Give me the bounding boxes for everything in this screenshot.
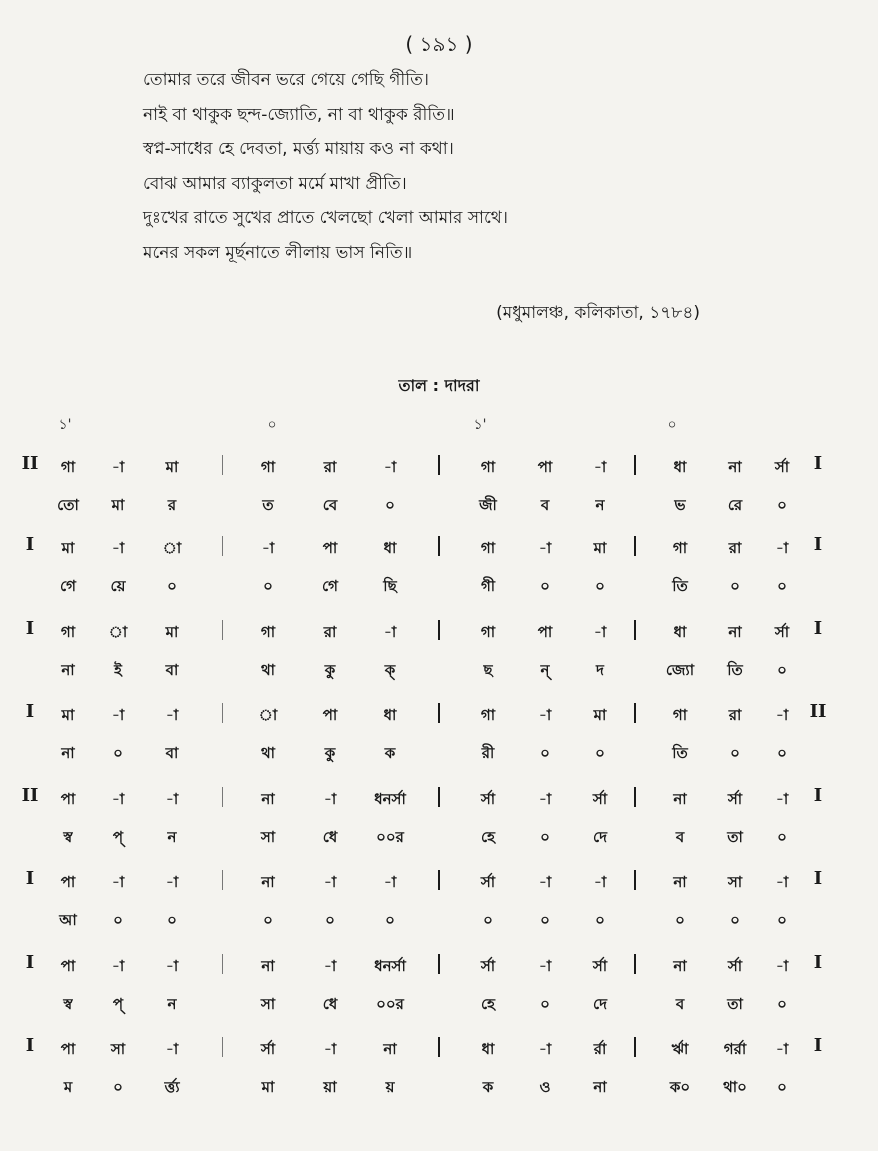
sahitya-syllable: থা bbox=[260, 744, 276, 762]
swara-note: মা bbox=[593, 706, 607, 724]
sahitya-syllable: ০ bbox=[595, 744, 605, 762]
sahitya-syllable: বা bbox=[165, 744, 179, 762]
swara-note: র্সা bbox=[774, 458, 790, 476]
sahitya-syllable: জী bbox=[479, 496, 497, 514]
sahitya-syllable: ০ bbox=[595, 577, 605, 595]
sahitya-syllable: ০ bbox=[540, 828, 550, 846]
swara-note: মা bbox=[593, 539, 607, 557]
swara-note: গা bbox=[672, 706, 688, 724]
swara-note: পা bbox=[537, 458, 553, 476]
swara-note: পা bbox=[322, 706, 338, 724]
swara-note: ধা bbox=[673, 458, 687, 476]
swara-note: র্রা bbox=[593, 1040, 607, 1058]
swara-note: গা bbox=[260, 623, 276, 641]
bar-line bbox=[634, 536, 636, 556]
sahitya-syllable: ০ bbox=[777, 496, 787, 514]
sahitya-syllable: তো bbox=[57, 496, 79, 514]
row-end-bar: I bbox=[813, 1035, 823, 1056]
bar-line bbox=[438, 536, 440, 556]
bar-line bbox=[634, 703, 636, 723]
sahitya-syllable: ০ bbox=[113, 1078, 123, 1096]
bar-line bbox=[634, 954, 636, 974]
sahitya-syllable: ক bbox=[482, 1078, 494, 1096]
swara-note: -া bbox=[775, 706, 789, 724]
swara-note: র্সা bbox=[260, 1040, 276, 1058]
swara-note: ধনর্সা bbox=[374, 790, 406, 808]
swara-note: পা bbox=[537, 623, 553, 641]
swara-note: সা bbox=[727, 873, 743, 891]
swara-note: র্সা bbox=[727, 957, 743, 975]
page-number: ( ১৯১ ) bbox=[405, 32, 473, 56]
swara-note: পা bbox=[60, 790, 76, 808]
sahitya-syllable: ০ bbox=[113, 911, 123, 929]
swara-note: পা bbox=[60, 1040, 76, 1058]
swara-note: র্সা bbox=[480, 957, 496, 975]
row-end-bar: I bbox=[813, 868, 823, 889]
bar-line bbox=[222, 620, 223, 640]
row-end-bar: I bbox=[813, 618, 823, 639]
bar-line bbox=[438, 1037, 440, 1057]
swara-note: -া bbox=[323, 790, 337, 808]
sahitya-syllable: ম bbox=[63, 1078, 73, 1096]
sahitya-syllable: ক bbox=[384, 744, 396, 762]
sahitya-syllable: গে bbox=[60, 577, 76, 595]
sahitya-syllable: ০ bbox=[540, 577, 550, 595]
bar-line bbox=[222, 703, 223, 723]
swara-note: -া bbox=[323, 873, 337, 891]
row-start-bar: I bbox=[25, 952, 35, 973]
sahitya-syllable: ০ bbox=[675, 911, 685, 929]
sahitya-syllable: ০ bbox=[730, 911, 740, 929]
sahitya-syllable: ন bbox=[595, 496, 605, 514]
swara-note: া bbox=[162, 539, 182, 557]
swara-note: -া bbox=[383, 623, 397, 641]
swara-note: সা bbox=[110, 1040, 126, 1058]
swara-note: া bbox=[108, 623, 128, 641]
swara-note: ধা bbox=[383, 539, 397, 557]
row-start-bar: II bbox=[21, 785, 39, 806]
bar-line bbox=[222, 954, 223, 974]
sahitya-syllable: স্ব bbox=[63, 995, 73, 1013]
sahitya-syllable: তা bbox=[727, 995, 743, 1013]
swara-note: -া bbox=[538, 790, 552, 808]
sahitya-syllable: ০ bbox=[730, 577, 740, 595]
sahitya-syllable: ০ bbox=[777, 577, 787, 595]
row-start-bar: I bbox=[25, 868, 35, 889]
sahitya-syllable: ধে bbox=[322, 828, 338, 846]
sahitya-syllable: ন bbox=[167, 995, 177, 1013]
tala-marker: ০ bbox=[267, 417, 277, 433]
swara-note: র্সা bbox=[727, 790, 743, 808]
swara-note: মা bbox=[61, 539, 75, 557]
sahitya-syllable: ০ bbox=[385, 496, 395, 514]
row-start-bar: I bbox=[25, 701, 35, 722]
sahitya-syllable: র্ত্ত্য bbox=[164, 1078, 180, 1096]
bar-line bbox=[222, 455, 223, 475]
bar-line bbox=[634, 870, 636, 890]
swara-note: র্ঋা bbox=[671, 1040, 689, 1058]
swara-note: গা bbox=[60, 623, 76, 641]
sahitya-syllable: বা bbox=[165, 661, 179, 679]
sahitya-syllable: থা০ bbox=[723, 1078, 747, 1096]
sahitya-syllable: তা bbox=[727, 828, 743, 846]
sahitya-syllable: ব bbox=[675, 995, 685, 1013]
swara-note: -া bbox=[383, 458, 397, 476]
sahitya-syllable: গী bbox=[480, 577, 496, 595]
swara-note: র্সা bbox=[480, 790, 496, 808]
swara-note: -া bbox=[111, 957, 125, 975]
sahitya-syllable: ০ bbox=[777, 911, 787, 929]
swara-note: গা bbox=[480, 706, 496, 724]
sahitya-syllable: ০ bbox=[113, 744, 123, 762]
swara-note: না bbox=[673, 873, 687, 891]
swara-note: -া bbox=[323, 957, 337, 975]
sahitya-syllable: য়া bbox=[323, 1078, 337, 1096]
sahitya-syllable: দে bbox=[593, 828, 607, 846]
sahitya-syllable: ধে bbox=[322, 995, 338, 1013]
bar-line bbox=[634, 787, 636, 807]
sahitya-syllable: ভ bbox=[674, 496, 686, 514]
swara-note: -া bbox=[538, 1040, 552, 1058]
swara-note: রা bbox=[323, 623, 337, 641]
sahitya-syllable: ছ bbox=[483, 661, 493, 679]
row-start-bar: I bbox=[25, 1035, 35, 1056]
sahitya-syllable: গে bbox=[322, 577, 338, 595]
swara-note: -া bbox=[111, 706, 125, 724]
sahitya-syllable: কু bbox=[324, 744, 336, 762]
lyric-line: বোঝ আমার ব্যাকুলতা মর্মে মাখা প্রীতি। bbox=[143, 173, 407, 194]
bar-line bbox=[438, 870, 440, 890]
sahitya-syllable: ব bbox=[540, 496, 550, 514]
swara-note: -া bbox=[111, 539, 125, 557]
sahitya-syllable: ০ bbox=[540, 995, 550, 1013]
bar-line bbox=[438, 455, 440, 475]
swara-note: -া bbox=[165, 706, 179, 724]
row-end-bar: I bbox=[813, 952, 823, 973]
bar-line bbox=[438, 703, 440, 723]
sahitya-syllable: প্ bbox=[112, 828, 124, 846]
sahitya-syllable: থা bbox=[260, 661, 276, 679]
sahitya-syllable: ন্ bbox=[540, 661, 550, 679]
lyric-line: তোমার তরে জীবন ভরে গেয়ে গেছি গীতি। bbox=[143, 70, 429, 90]
swara-note: -া bbox=[111, 873, 125, 891]
swara-note: পা bbox=[322, 539, 338, 557]
swara-note: রা bbox=[728, 706, 742, 724]
tala-marker: ১' bbox=[58, 417, 72, 433]
swara-note: পা bbox=[60, 957, 76, 975]
swara-note: -া bbox=[775, 873, 789, 891]
swara-note: ধা bbox=[481, 1040, 495, 1058]
swara-note: না bbox=[261, 790, 275, 808]
swara-note: গা bbox=[480, 623, 496, 641]
bar-line bbox=[634, 455, 636, 475]
tala-marker: ১' bbox=[473, 417, 487, 433]
sahitya-syllable: য়ে bbox=[110, 577, 126, 595]
swara-note: -া bbox=[593, 873, 607, 891]
sahitya-syllable: ০ bbox=[777, 661, 787, 679]
sahitya-syllable: ত bbox=[262, 496, 274, 514]
sahitya-syllable: ০ bbox=[325, 911, 335, 929]
swara-note: না bbox=[383, 1040, 397, 1058]
swara-note: মা bbox=[165, 458, 179, 476]
row-start-bar: II bbox=[21, 453, 39, 474]
swara-note: না bbox=[261, 957, 275, 975]
sahitya-syllable: জ্যো bbox=[665, 661, 695, 679]
sahitya-syllable: ই bbox=[114, 661, 122, 679]
sahitya-syllable: ও bbox=[539, 1078, 551, 1096]
sahitya-syllable: ০ bbox=[540, 744, 550, 762]
row-end-bar: II bbox=[809, 701, 827, 722]
sahitya-syllable: না bbox=[593, 1078, 607, 1096]
bar-line bbox=[438, 954, 440, 974]
row-end-bar: I bbox=[813, 534, 823, 555]
sahitya-syllable: প্ bbox=[112, 995, 124, 1013]
swara-note: -া bbox=[165, 957, 179, 975]
swara-note: -া bbox=[775, 790, 789, 808]
sahitya-syllable: ০ bbox=[385, 911, 395, 929]
sahitya-syllable: রী bbox=[481, 744, 495, 762]
sahitya-syllable: র bbox=[167, 496, 177, 514]
swara-note: -া bbox=[775, 539, 789, 557]
swara-note: গা bbox=[480, 539, 496, 557]
swara-note: রা bbox=[323, 458, 337, 476]
sahitya-syllable: মা bbox=[111, 496, 125, 514]
lyric-line: স্বপ্ন-সাধের হে দেবতা, মর্ত্ত্য মায়ায় কও না কথা। bbox=[143, 139, 454, 159]
swara-note: -া bbox=[593, 458, 607, 476]
swara-note: না bbox=[728, 623, 742, 641]
swara-note: -া bbox=[538, 706, 552, 724]
swara-note: না bbox=[673, 790, 687, 808]
sahitya-syllable: ছি bbox=[383, 577, 397, 595]
swara-note: -া bbox=[538, 957, 552, 975]
swara-note: -া bbox=[261, 539, 275, 557]
swara-note: ধনর্সা bbox=[374, 957, 406, 975]
swara-note: গর্রা bbox=[723, 1040, 747, 1058]
sahitya-syllable: না bbox=[61, 744, 75, 762]
swara-note: র্সা bbox=[480, 873, 496, 891]
bar-line bbox=[634, 620, 636, 640]
sahitya-syllable: ০ bbox=[540, 911, 550, 929]
sahitya-syllable: ব bbox=[675, 828, 685, 846]
bar-line bbox=[438, 787, 440, 807]
sahitya-syllable: ০ bbox=[777, 995, 787, 1013]
swara-note: -া bbox=[165, 790, 179, 808]
bar-line bbox=[438, 620, 440, 640]
row-start-bar: I bbox=[25, 618, 35, 639]
tala-marker: ০ bbox=[667, 417, 677, 433]
swara-note: -া bbox=[538, 539, 552, 557]
swara-note: না bbox=[261, 873, 275, 891]
sahitya-syllable: য় bbox=[385, 1078, 395, 1096]
sahitya-syllable: বে bbox=[322, 496, 338, 514]
swara-note: -া bbox=[111, 790, 125, 808]
sahitya-syllable: ০ bbox=[777, 828, 787, 846]
sahitya-syllable: কু bbox=[324, 661, 336, 679]
sahitya-syllable: ক০ bbox=[669, 1078, 691, 1096]
swara-note: গা bbox=[60, 458, 76, 476]
sahitya-syllable: রে bbox=[727, 496, 743, 514]
sahitya-syllable: তি bbox=[672, 577, 688, 595]
row-start-bar: I bbox=[25, 534, 35, 555]
sahitya-syllable: ০ bbox=[263, 911, 273, 929]
swara-note: না bbox=[673, 957, 687, 975]
sahitya-syllable: ০০র bbox=[376, 995, 404, 1013]
bar-line bbox=[222, 870, 223, 890]
sahitya-syllable: ০ bbox=[777, 744, 787, 762]
lyric-line: নাই বা থাকুক ছন্দ-জ্যোতি, না বা থাকুক রীতি॥ bbox=[143, 104, 455, 125]
row-end-bar: I bbox=[813, 785, 823, 806]
swara-note: মা bbox=[61, 706, 75, 724]
sahitya-syllable: আ bbox=[59, 911, 77, 929]
sahitya-syllable: তি bbox=[672, 744, 688, 762]
sahitya-syllable: ০ bbox=[777, 1078, 787, 1096]
sahitya-syllable: ক্ bbox=[384, 661, 396, 679]
swara-note: মা bbox=[165, 623, 179, 641]
swara-note: -া bbox=[538, 873, 552, 891]
swara-note: -া bbox=[593, 623, 607, 641]
sahitya-syllable: ০ bbox=[730, 744, 740, 762]
swara-note: -া bbox=[323, 1040, 337, 1058]
sahitya-syllable: ০ bbox=[595, 911, 605, 929]
swara-note: -া bbox=[383, 873, 397, 891]
swara-note: গা bbox=[260, 458, 276, 476]
sahitya-syllable: সা bbox=[260, 995, 276, 1013]
swara-note: ধা bbox=[383, 706, 397, 724]
swara-note: -া bbox=[111, 458, 125, 476]
sahitya-syllable: দ bbox=[596, 661, 604, 679]
sahitya-syllable: দে bbox=[593, 995, 607, 1013]
bar-line bbox=[222, 787, 223, 807]
sahitya-syllable: না bbox=[61, 661, 75, 679]
sahitya-syllable: ০ bbox=[167, 911, 177, 929]
sahitya-syllable: মা bbox=[261, 1078, 275, 1096]
lyric-line: মনের সকল মূর্ছনাতে লীলায় ভাস নিতি॥ bbox=[143, 242, 413, 263]
sahitya-syllable: সা bbox=[260, 828, 276, 846]
swara-note: ধা bbox=[673, 623, 687, 641]
tala-heading: তাল : দাদরা bbox=[398, 376, 480, 395]
swara-note: র্সা bbox=[774, 623, 790, 641]
sahitya-syllable: তি bbox=[727, 661, 743, 679]
swara-note: -া bbox=[165, 1040, 179, 1058]
bar-line bbox=[222, 536, 223, 556]
swara-note: রা bbox=[728, 539, 742, 557]
swara-note: গা bbox=[480, 458, 496, 476]
swara-note: র্সা bbox=[592, 957, 608, 975]
swara-note: -া bbox=[775, 1040, 789, 1058]
swara-note: র্সা bbox=[592, 790, 608, 808]
swara-note: -া bbox=[775, 957, 789, 975]
bar-line bbox=[222, 1037, 223, 1057]
sahitya-syllable: হে bbox=[481, 995, 495, 1013]
sahitya-syllable: স্ব bbox=[63, 828, 73, 846]
sahitya-syllable: ০০র bbox=[376, 828, 404, 846]
swara-note: গা bbox=[672, 539, 688, 557]
bar-line bbox=[634, 1037, 636, 1057]
swara-note: া bbox=[258, 706, 278, 724]
swara-note: -া bbox=[165, 873, 179, 891]
sahitya-syllable: ০ bbox=[263, 577, 273, 595]
sahitya-syllable: ০ bbox=[483, 911, 493, 929]
swara-note: না bbox=[728, 458, 742, 476]
row-end-bar: I bbox=[813, 453, 823, 474]
citation: (মধুমালঞ্চ, কলিকাতা, ১৭৮৪) bbox=[496, 303, 700, 323]
swara-note: পা bbox=[60, 873, 76, 891]
sahitya-syllable: ০ bbox=[167, 577, 177, 595]
lyric-line: দুঃখের রাতে সুখের প্রাতে খেলছো খেলা আমার সাথে। bbox=[143, 208, 508, 228]
sahitya-syllable: ন bbox=[167, 828, 177, 846]
sahitya-syllable: হে bbox=[481, 828, 495, 846]
